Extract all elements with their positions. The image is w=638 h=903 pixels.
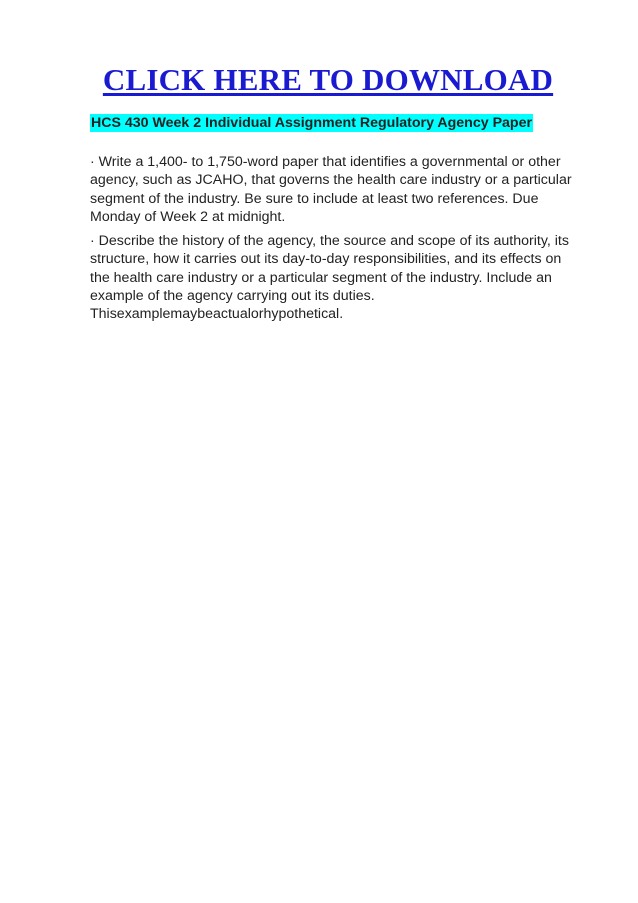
document-title: HCS 430 Week 2 Individual Assignment Regulatory Agency Paper (91, 115, 532, 131)
paragraph-line: example of the agency carrying out its duties. (90, 287, 375, 304)
paragraph-line: the health care industry or a particular segment of the industry. Include an (90, 269, 552, 286)
paragraph-line: segment of the industry. Be sure to include at least two references. Due (90, 190, 539, 207)
paragraph-line: Monday of Week 2 at midnight. (90, 208, 286, 225)
paragraph-line: · Write a 1,400- to 1,750-word paper that identifies a governmental or other (90, 154, 561, 170)
paragraph-1 (90, 153, 570, 226)
paragraph-line: · Describe the history of the agency, the source and scope of its authority, its (90, 233, 569, 249)
paragraph-line: agency, such as JCAHO, that governs the health care industry or a particular (90, 172, 572, 189)
paragraph-2 (90, 232, 570, 323)
download-link[interactable]: CLICK HERE TO DOWNLOAD (102, 62, 554, 97)
paragraph-line: structure, how it carries out its day-to-day responsibilities, and its effects on (90, 251, 562, 268)
paragraph-line: Thisexamplemaybeactualorhypothetical. (90, 306, 344, 323)
